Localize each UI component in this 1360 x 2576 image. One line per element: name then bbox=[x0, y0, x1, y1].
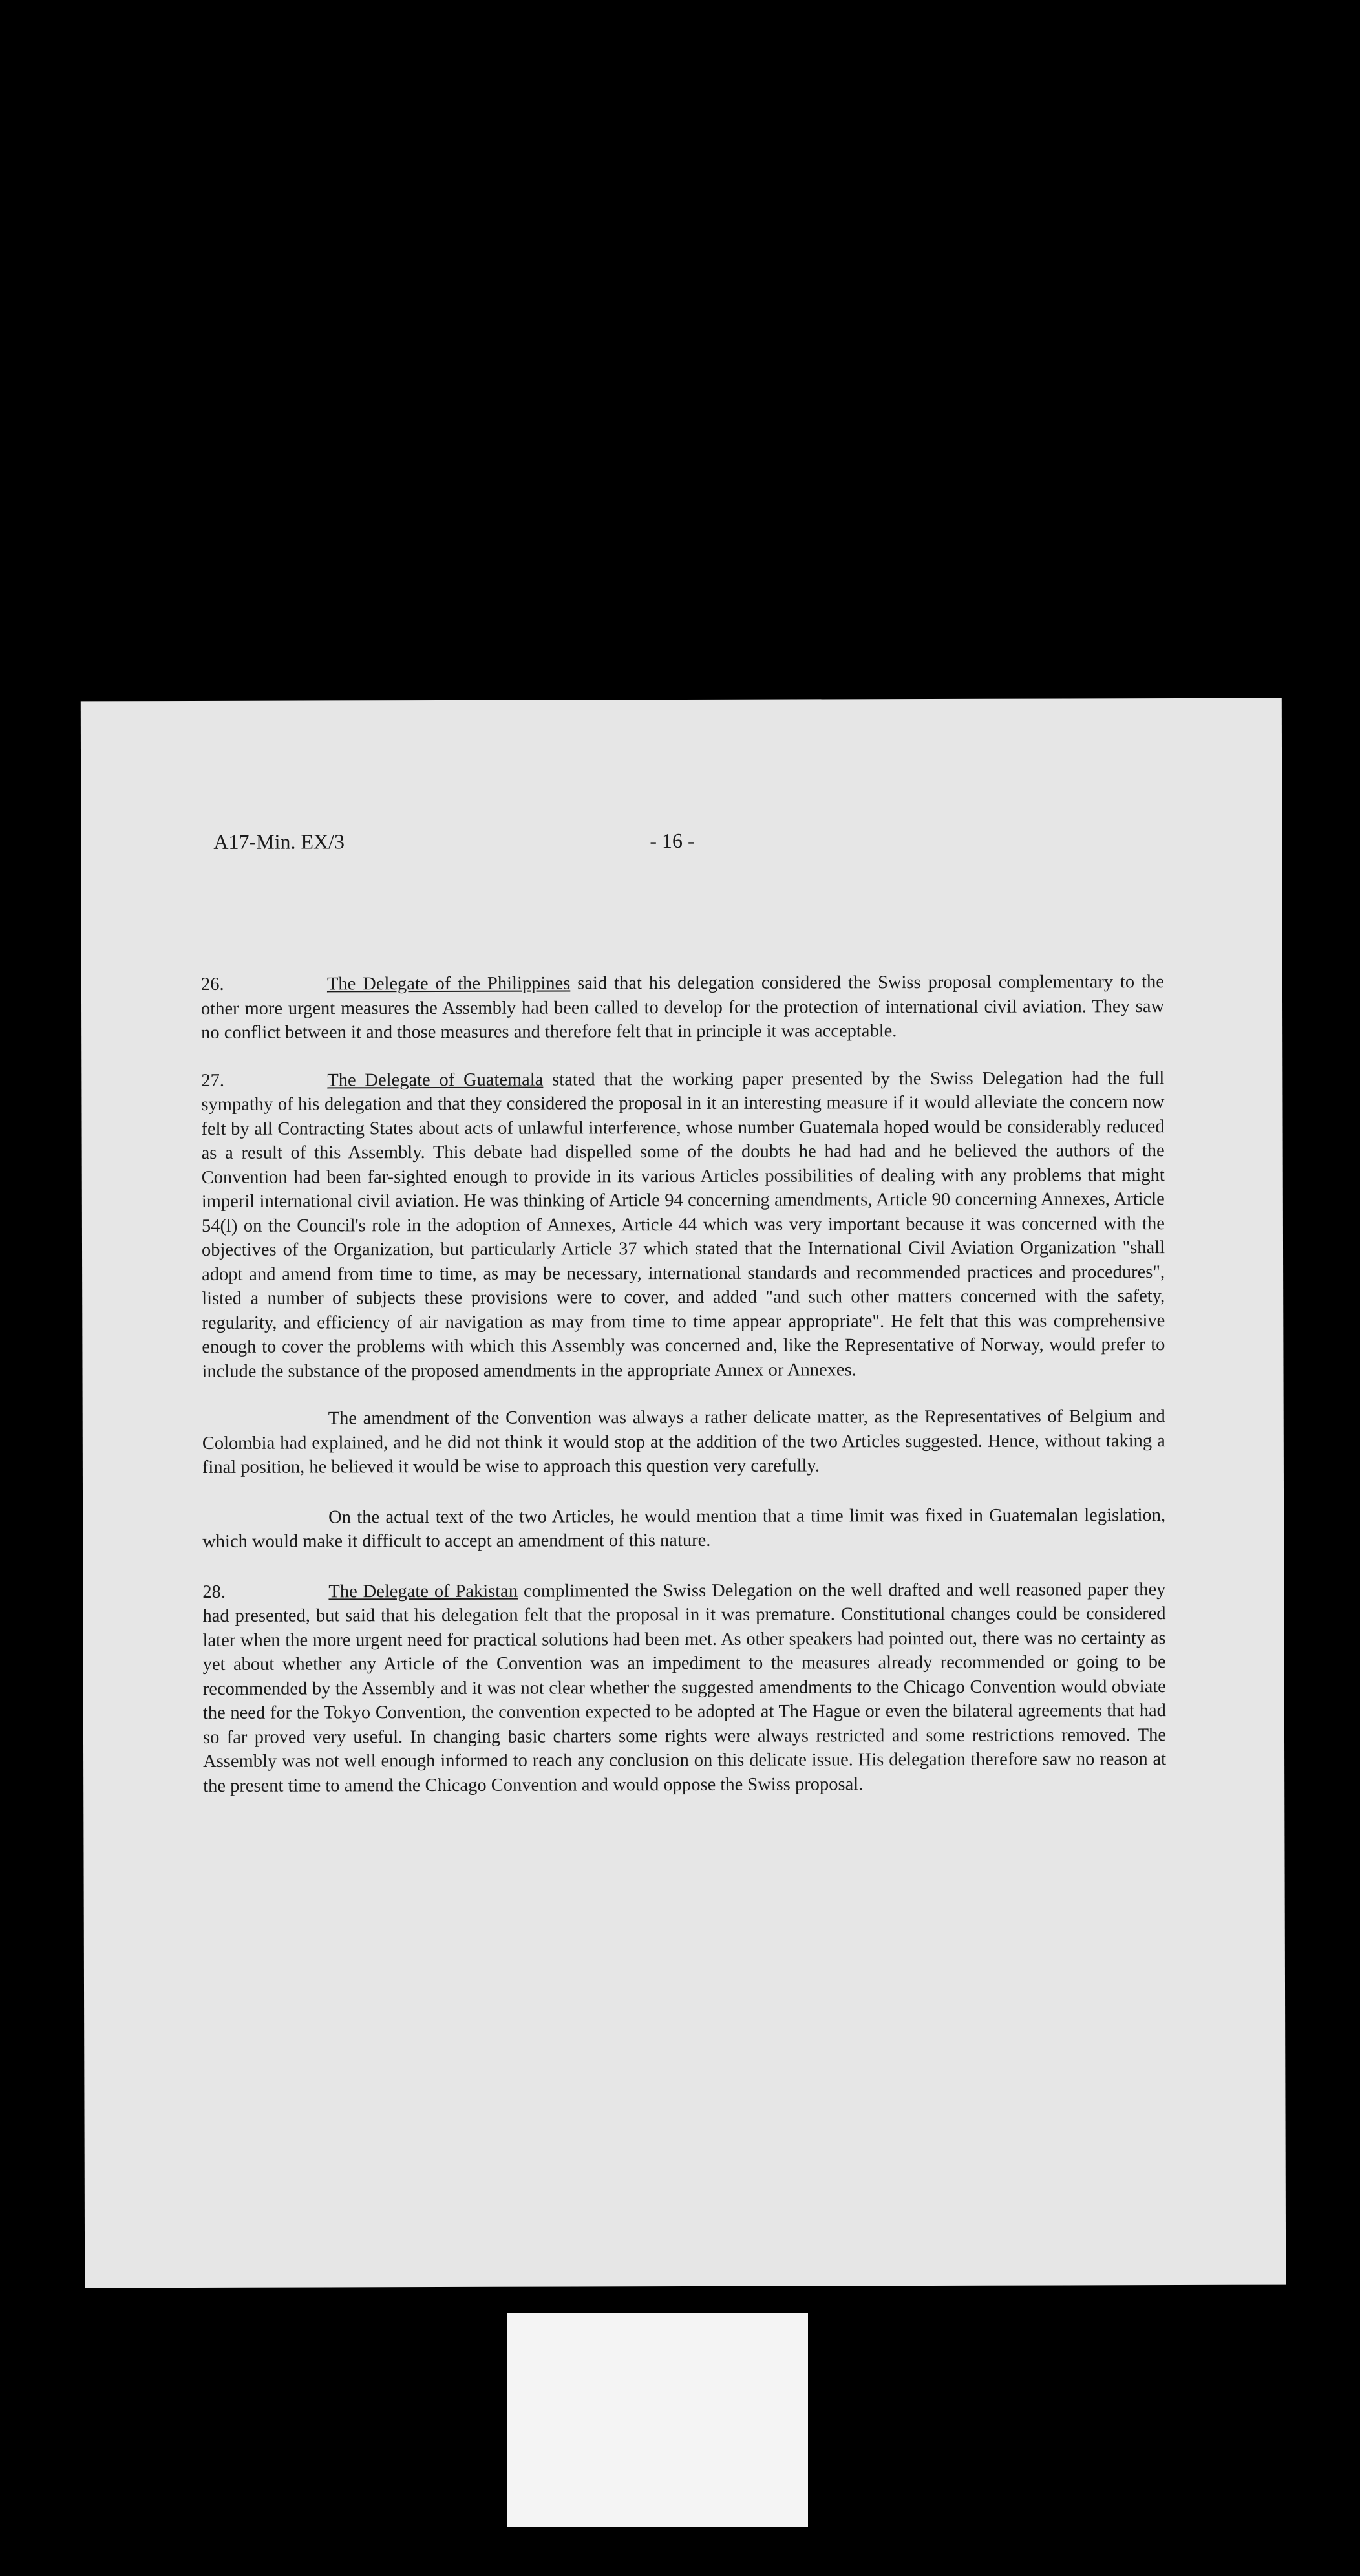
paragraph-text: complimented the Swiss Delegation on the well drafted and well reasoned paper they had presented, but said that his delegation felt that the proposal in it was premature. Constitutional changes could be considered later when the more urgent need for practical solutions had been met. As other speakers had pointed out, there was no certainty as yet about whether any Article of the Convention was an impediment to the measures already recommended or going to be recommended by the Assembly and it was not clear whether the suggested amendments to the Chicago Convention would obviate the need for the Tokyo Convention, the convention expected to be adopted at The Hague or even the bilateral agreements that had so far proved very useful. In changing basic charters some rights were always restricted and some restrictions removed. The Assembly was not well enough informed to reach any conclusion on this delicate issue. His delegation therefore saw no reason at the present time to amend the Chicago Convention and would oppose the Swiss proposal. bbox=[202, 1579, 1167, 1796]
speaker-name: The Delegate of the Philippines bbox=[326, 973, 571, 994]
blank-target-card bbox=[507, 2313, 808, 2527]
speaker-name: The Delegate of Pakistan bbox=[328, 1581, 518, 1602]
scanned-document-page bbox=[81, 698, 1286, 2288]
paragraph-text: The amendment of the Convention was always a rather delicate matter, as the Representatives of Belgium and Colombia had explained, and he did not think it would stop at the addition of the two Articles suggested. Hence, without taking a final position, he believed it would be wise to approach this question very carefully. bbox=[202, 1406, 1165, 1477]
minutes-body bbox=[201, 970, 1166, 1821]
paragraph-27-continued bbox=[202, 1404, 1165, 1479]
paragraph-text: said that his delegation considered the Swiss proposal complementary to the other more urgent measures the Assembly had been called to develop for the protection of international civil aviation. They saw no conflict between it and those measures and therefore felt that in principle it was acceptable. bbox=[200, 972, 1165, 1043]
paragraph-number: 28. bbox=[202, 1582, 226, 1602]
paragraph-27 bbox=[201, 1066, 1165, 1384]
paragraph-28 bbox=[202, 1578, 1166, 1798]
paragraph-27-closing bbox=[202, 1503, 1165, 1554]
page-number: - 16 - bbox=[650, 828, 695, 853]
paragraph-number: 27. bbox=[201, 1070, 224, 1091]
speaker-name: The Delegate of Guatemala bbox=[327, 1069, 544, 1090]
document-reference: A17-Min. EX/3 bbox=[213, 830, 345, 853]
paragraph-26 bbox=[201, 970, 1164, 1045]
paragraph-text: stated that the working paper presented by the Swiss Delegation had the full sympathy of his delegation and that they considered the proposal in it an interesting measure if it would alleviate the concern now felt by all Contracting States about acts of unlawful interference, whose number Guatemala hoped would be considerably reduced as a result of this Assembly. This debate had dispelled some of the doubts he had had and he believed the authors of the Convention had been far-sighted enough to provide in its various Articles possibilities of dealing with any problems that might imperil international civil aviation. He was thinking of Article 94 concerning amendments, Article 90 concerning Annexes, Article 54(l) on the Council's role in the adoption of Annexes, Article 44 which was very important because it was concerned with the objectives of the Organization, but particularly Article 37 which stated that the International Civil Aviation Organization "shall adopt and amend from time to time, as may be necessary, international standards and recommended practices and procedures", listed a number of subjects these provisions were to cover, and added "and such other matters concerned with the safety, regularity, and efficiency of air navigation as may from time to time appear appropriate". He felt that this was comprehensive enough to cover the problems with which this Assembly was concerned and, like the Representative of Norway, would prefer to include the substance of the proposed amendments in the appropriate Annex or Annexes. bbox=[201, 1068, 1165, 1382]
paragraph-number: 26. bbox=[200, 974, 224, 994]
paragraph-text: On the actual text of the two Articles, he would mention that a time limit was fixed in Guatemalan legislation, which would make it difficult to accept an amendment of this nature. bbox=[202, 1505, 1166, 1552]
